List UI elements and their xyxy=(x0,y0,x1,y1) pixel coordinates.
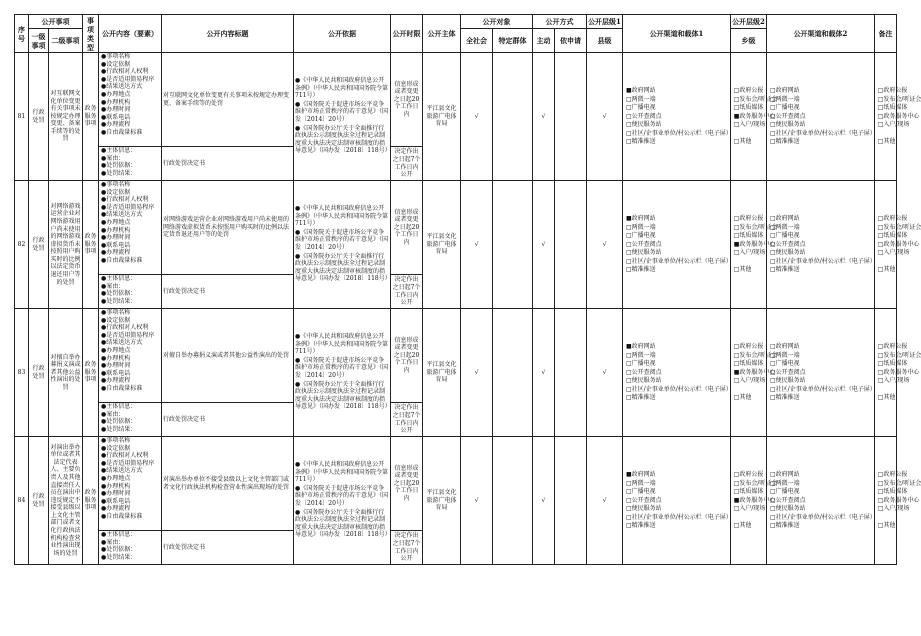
row-subject: 平江县文化旅游广电体育局 xyxy=(423,437,461,565)
content-item: ●处罚结果： xyxy=(101,297,137,305)
basis-paragraph: ●《国务院关于促进市场公平竞争维护市场正常秩序的若干意见》（国发〔2014〕20号） xyxy=(295,228,389,251)
content-item: ●办理机构 xyxy=(101,482,131,490)
channel-option: □入户/现场 xyxy=(877,249,910,257)
row-decision-time-limit: 决定作出之日起7个工作日内公开 xyxy=(391,403,423,437)
channel-option: □广播电视 xyxy=(626,360,656,368)
content-item: ●是否适用简易程序 xyxy=(101,75,155,83)
row-item-type: 政务服务事项 xyxy=(83,181,99,309)
channel-option: □纸质媒体 xyxy=(733,104,764,112)
content-item: ●行政相对人权利 xyxy=(101,68,149,76)
content-item: ●事项名称 xyxy=(101,309,131,316)
basis-paragraph: ●《国务院关于促进市场公平竞争维护市场正常秩序的若干意见》（国发〔2014〕20号） xyxy=(295,100,389,123)
content-item: ●办理流程 xyxy=(101,249,131,257)
channel-option: □政府公报 xyxy=(733,342,764,350)
content-item: ●办理流程 xyxy=(101,121,131,129)
channel-option: □入户/现场 xyxy=(877,505,910,513)
channel-option: □社区/企事业单位/村公示栏（电子屏） xyxy=(770,129,876,137)
channel-option: □便民服务站 xyxy=(626,505,662,513)
channel-option: □便民服务站 xyxy=(626,377,662,385)
channel-option: □政府公报 xyxy=(877,342,908,350)
channel-option: □政府公报 xyxy=(733,214,764,222)
content-item: ●是否适用简易程序 xyxy=(101,331,155,339)
row-item-type: 政务服务事项 xyxy=(83,53,99,181)
channel-option: □社区/企事业单位/村公示栏（电子屏） xyxy=(770,513,876,521)
content-item: ●设定依据 xyxy=(101,188,131,196)
channel-option: □公开查阅点 xyxy=(770,240,806,248)
row-channels-2 xyxy=(767,309,921,437)
row-content-title: 对演出举办单位不接受县级以上文化主管部门或者文化行政执法机构检查营业性演出现场的处罚 xyxy=(162,437,294,531)
content-item: ●结果送达方式 xyxy=(101,467,143,475)
row-first-item: 行政处罚 xyxy=(29,309,49,437)
row-level1-county-check: √ xyxy=(587,181,623,309)
channel-option: □入户/现场 xyxy=(877,121,910,129)
content-item: ●联系电话 xyxy=(101,113,131,121)
row-channels-1 xyxy=(623,437,778,565)
row-time-limit: 信息形成或者变更之日起20个工作日内 xyxy=(391,309,423,403)
row-method-apply xyxy=(555,53,587,181)
content-item: ●是否适用简易程序 xyxy=(101,203,155,211)
channel-option: □广播电视 xyxy=(770,232,800,240)
channel-option: □精准推送 xyxy=(626,138,656,146)
channel-option: □公开查阅点 xyxy=(626,368,662,376)
basis-paragraph: ●《中华人民共和国政府信息公开条例》（中华人民共和国国务院令第711号） xyxy=(295,205,389,228)
header-level2-township: 乡级 xyxy=(731,29,767,53)
header-method-apply: 依申请 xyxy=(555,29,587,53)
channel-option: □公开查阅点 xyxy=(626,112,662,120)
content-item: ●处罚依据： xyxy=(101,546,137,554)
content-item: ●办理地点 xyxy=(101,474,131,482)
channel-option: □精准推送 xyxy=(626,522,656,530)
content-item: ●事项名称 xyxy=(101,53,131,60)
channel-option: □政务服务中心 xyxy=(877,240,920,248)
content-item: ●结果送达方式 xyxy=(101,83,143,91)
channel-option: □政府公报 xyxy=(877,470,908,478)
header-target-group: 公开对象 xyxy=(461,15,533,29)
channel-option: □精准推送 xyxy=(770,138,800,146)
content-item: ●处罚结果： xyxy=(101,169,137,177)
row-channels-2 xyxy=(767,181,921,309)
content-item: ●自由裁量标准 xyxy=(101,256,143,264)
channel-option: □纸质媒体 xyxy=(733,232,764,240)
basis-paragraph: ●《中华人民共和国政府信息公开条例》（中华人民共和国国务院令第711号） xyxy=(295,77,389,100)
row-content-title: 对互联网文化单位变更有关事项未按规定办理变更、备案手续等的处罚 xyxy=(162,53,294,147)
row-decision-title: 行政处罚决定书 xyxy=(162,531,294,565)
row-method-active-check: √ xyxy=(533,309,555,437)
content-item: ●办理地点 xyxy=(101,346,131,354)
content-item: ●案由： xyxy=(101,410,125,418)
row-decision-title: 行政处罚决定书 xyxy=(162,403,294,437)
channel-option: □政府公报 xyxy=(877,214,908,222)
content-item: ●是否适用简易程序 xyxy=(101,459,155,467)
content-item: ●办理地点 xyxy=(101,218,131,226)
channel-option: □便民服务站 xyxy=(770,377,806,385)
channel-option: □纸质媒体 xyxy=(877,488,908,496)
channel-option: □两微一端 xyxy=(626,223,656,231)
basis-paragraph: ●《中华人民共和国政府信息公开条例》（中华人民共和国国务院令第711号） xyxy=(295,461,389,484)
header-first-item: 一级事项 xyxy=(29,29,49,53)
row-second-item: 对演出举办单位或者其法定代表人、主要负责人及其他直接责任人员在演出中违反规定不接受县级以上文化主管部门或者文化行政执法机构检查营业性演出现场的处罚 xyxy=(49,437,83,565)
row-basis xyxy=(294,309,391,437)
row-second-item: 对网络游戏运营企业对网络游戏用户尚未使用的网络游戏虚拟货币未按照用户购买时的比例以法定货币退还用户等的处罚 xyxy=(49,181,83,309)
table-body xyxy=(15,53,921,565)
channel-option: □政府公报 xyxy=(733,86,764,94)
row-target-specific xyxy=(493,181,533,309)
channel-option: □广播电视 xyxy=(770,360,800,368)
header-second-item: 二级事项 xyxy=(49,29,83,53)
header-method-active: 主动 xyxy=(533,29,555,53)
row-decision-time-limit: 决定作出之日起7个工作日内公开 xyxy=(391,531,423,565)
content-item: ●联系电话 xyxy=(101,497,131,505)
channel-option: □社区/企事业单位/村公示栏（电子屏） xyxy=(626,513,732,521)
row-channels-2 xyxy=(767,53,921,181)
channel-option: □发布会/听证会 xyxy=(877,351,921,359)
content-item: ●事项名称 xyxy=(101,437,131,444)
row-seq: 83 xyxy=(15,309,29,437)
channel-option: ■政府网站 xyxy=(626,86,656,94)
row-subject: 平江县文化旅游广电体育局 xyxy=(423,181,461,309)
channel-option xyxy=(878,514,921,522)
row-content-elements xyxy=(99,309,162,403)
channel-option: □便民服务站 xyxy=(770,249,806,257)
row-item-type: 政务服务事项 xyxy=(83,309,99,437)
header-method-group: 公开方式 xyxy=(533,15,587,29)
channel-option: □发布会/听证会 xyxy=(733,223,778,231)
row-time-limit: 信息形成或者变更之日起20个工作日内 xyxy=(391,437,423,531)
channel-option: □其他 xyxy=(733,266,752,274)
channel-option: □其他 xyxy=(877,138,896,146)
content-item: ●事项名称 xyxy=(101,181,131,188)
row-content-elements xyxy=(99,181,162,275)
channel-option: □社区/企事业单位/村公示栏（电子屏） xyxy=(626,385,732,393)
table-row xyxy=(15,309,897,403)
row-method-active-check: √ xyxy=(533,181,555,309)
channel-option: □纸质媒体 xyxy=(877,104,908,112)
channel-option: □两微一端 xyxy=(626,351,656,359)
content-item: ●办理时间 xyxy=(101,362,131,370)
channel-option: □其他 xyxy=(733,394,752,402)
row-content-elements xyxy=(99,53,162,147)
content-item: ●办理地点 xyxy=(101,90,131,98)
channel-option: □纸质媒体 xyxy=(733,488,764,496)
row-basis xyxy=(294,437,391,565)
row-second-item: 对擅自举办募捐义演或者其他公益性演出的处罚 xyxy=(49,309,83,437)
row-method-apply xyxy=(555,437,587,565)
channel-option: □公开查阅点 xyxy=(626,240,662,248)
channel-option: □广播电视 xyxy=(626,232,656,240)
content-item: ●办理机构 xyxy=(101,354,131,362)
channel-option: □发布会/听证会 xyxy=(733,479,778,487)
channel-option: □纸质媒体 xyxy=(877,232,908,240)
channel-option: □公开查阅点 xyxy=(626,496,662,504)
content-item: ●设定依据 xyxy=(101,60,131,68)
channel-option: □广播电视 xyxy=(770,104,800,112)
row-first-item: 行政处罚 xyxy=(29,437,49,565)
channel-option: □社区/企事业单位/村公示栏（电子屏） xyxy=(626,257,732,265)
row-time-limit: 信息形成或者变更之日起20个工作日内 xyxy=(391,53,423,147)
basis-paragraph: ●《国务院办公厅关于全面推行行政执法公示制度执法全过程记录制度重大执法决定法制审核制度的指导意见》（国办发〔2018〕118号） xyxy=(295,252,391,283)
channel-option: □政府网站 xyxy=(770,342,800,350)
content-item: ●行政相对人权利 xyxy=(101,324,149,332)
channel-option xyxy=(878,130,921,138)
row-target-all-check: √ xyxy=(461,181,493,309)
row-first-item: 行政处罚 xyxy=(29,181,49,309)
row-target-specific xyxy=(493,437,533,565)
content-item: ●处罚依据： xyxy=(101,418,137,426)
basis-paragraph: ●《国务院办公厅关于全面推行行政执法公示制度执法全过程记录制度重大执法决定法制审核制度的指导意见》（国办发〔2018〕118号） xyxy=(295,124,391,155)
content-item: ●办理机构 xyxy=(101,98,131,106)
row-decision-elements xyxy=(99,531,162,565)
channel-option: ■政务服务中心 xyxy=(733,368,776,376)
channel-option: ■政府网站 xyxy=(626,342,656,350)
channel-option: □社区/企事业单位/村公示栏（电子屏） xyxy=(626,129,732,137)
channel-option: □两微一端 xyxy=(626,95,656,103)
row-content-elements xyxy=(99,437,162,531)
channel-option xyxy=(878,258,921,266)
row-first-item: 行政处罚 xyxy=(29,53,49,181)
channel-option: □政务服务中心 xyxy=(877,368,920,376)
channel-option: □政府网站 xyxy=(770,470,800,478)
basis-paragraph: ●《国务院办公厅关于全面推行行政执法公示制度执法全过程记录制度重大执法决定法制审核制度的指导意见》（国办发〔2018〕118号） xyxy=(295,380,391,411)
channel-option: □入户/现场 xyxy=(733,377,766,385)
content-item: ●自由裁量标准 xyxy=(101,128,143,136)
channel-option: □公开查阅点 xyxy=(770,112,806,120)
channel-option: □发布会/听证会 xyxy=(733,95,778,103)
channel-option: □其他 xyxy=(733,522,752,530)
basis-paragraph: ●《国务院办公厅关于全面推行行政执法公示制度执法全过程记录制度重大执法决定法制审核制度的指导意见》（国办发〔2018〕118号） xyxy=(295,508,391,539)
channel-option: ■政务服务中心 xyxy=(733,240,776,248)
row-method-apply xyxy=(555,309,587,437)
table-row xyxy=(15,437,897,531)
content-item: ●办理时间 xyxy=(101,490,131,498)
channel-option: □精准推送 xyxy=(770,394,800,402)
content-item: ●办理流程 xyxy=(101,505,131,513)
header-content: 公开内容（要素） xyxy=(99,15,162,53)
content-item: ●处罚依据： xyxy=(101,290,137,298)
header-channel2: 公开渠道和载体2 xyxy=(767,15,875,53)
channel-option: □政府公报 xyxy=(733,470,764,478)
channel-option: □两微一端 xyxy=(770,223,800,231)
header-subject: 公开主体 xyxy=(423,15,461,53)
row-target-specific xyxy=(493,309,533,437)
row-level1-county-check: √ xyxy=(587,53,623,181)
channel-option: □入户/现场 xyxy=(877,377,910,385)
content-item: ●主体信息： xyxy=(101,275,137,282)
row-basis xyxy=(294,181,391,309)
row-seq: 81 xyxy=(15,53,29,181)
disclosure-table xyxy=(14,14,921,565)
channel-option: □便民服务站 xyxy=(770,505,806,513)
content-item: ●案由： xyxy=(101,282,125,290)
header-basis: 公开依据 xyxy=(294,15,391,53)
basis-paragraph: ●《国务院关于促进市场公平竞争维护市场正常秩序的若干意见》（国发〔2014〕20号） xyxy=(295,356,389,379)
content-item: ●行政相对人权利 xyxy=(101,196,149,204)
content-item: ●结果送达方式 xyxy=(101,339,143,347)
channel-option: □广播电视 xyxy=(770,488,800,496)
channel-option: □发布会/听证会 xyxy=(877,479,921,487)
content-item: ●处罚结果： xyxy=(101,425,137,433)
content-item: ●行政相对人权利 xyxy=(101,452,149,460)
content-item: ●办理机构 xyxy=(101,226,131,234)
header-content-title: 公开内容标题 xyxy=(162,15,294,53)
row-method-active-check: √ xyxy=(533,437,555,565)
row-content-title: 对网络游戏运营企业对网络游戏用户尚未使用的网络游戏虚拟货币未按照用户购买时的比例以法定货币退还用户等的处罚 xyxy=(162,181,294,275)
channel-option: □广播电视 xyxy=(626,104,656,112)
row-target-all-check: √ xyxy=(461,309,493,437)
channel-option: □政务服务中心 xyxy=(877,112,920,120)
content-item: ●联系电话 xyxy=(101,241,131,249)
content-item: ●案由： xyxy=(101,154,125,162)
channel-option: □社区/企事业单位/村公示栏（电子屏） xyxy=(770,257,876,265)
row-subject: 平江县文化旅游广电体育局 xyxy=(423,53,461,181)
channel-option: □公开查阅点 xyxy=(770,368,806,376)
channel-option: □精准推送 xyxy=(626,394,656,402)
table-row xyxy=(15,181,897,275)
row-second-item: 对互联网文化单位变更有关事项未按规定办理变更、备案手续等的处罚 xyxy=(49,53,83,181)
channel-option xyxy=(878,386,921,394)
row-channels-1 xyxy=(623,53,778,181)
channel-option: □两微一端 xyxy=(770,479,800,487)
row-decision-elements xyxy=(99,147,162,181)
row-channels-1 xyxy=(623,181,778,309)
row-content-title: 对擅自举办募捐义演或者其他公益性演出的处罚 xyxy=(162,309,294,403)
row-seq: 84 xyxy=(15,437,29,565)
channel-option: □便民服务站 xyxy=(626,249,662,257)
channel-option: □其他 xyxy=(877,266,896,274)
row-decision-title: 行政处罚决定书 xyxy=(162,275,294,309)
content-item: ●办理时间 xyxy=(101,106,131,114)
channel-option: ■政务服务中心 xyxy=(733,112,776,120)
row-item-type: 政务服务事项 xyxy=(83,437,99,565)
channel-option: □精准推送 xyxy=(626,266,656,274)
channel-option: □发布会/听证会 xyxy=(733,351,778,359)
channel-option: □政务服务中心 xyxy=(877,496,920,504)
channel-option: □发布会/听证会 xyxy=(877,223,921,231)
row-channels-1 xyxy=(623,309,778,437)
row-channels-2 xyxy=(767,437,921,565)
row-decision-elements xyxy=(99,275,162,309)
channel-option: □其他 xyxy=(877,394,896,402)
row-decision-time-limit: 决定作出之日起7个工作日内公开 xyxy=(391,147,423,181)
content-item: ●联系电话 xyxy=(101,369,131,377)
content-item: ●设定依据 xyxy=(101,444,131,452)
channel-option: □发布会/听证会 xyxy=(877,95,921,103)
table-row xyxy=(15,53,897,147)
channel-option: □政府网站 xyxy=(770,86,800,94)
channel-option: ■政府网站 xyxy=(626,214,656,222)
channel-option: □入户/现场 xyxy=(733,121,766,129)
content-item: ●自由裁量标准 xyxy=(101,512,143,520)
content-item: ●主体信息： xyxy=(101,531,137,538)
row-method-active-check: √ xyxy=(533,53,555,181)
content-item: ●自由裁量标准 xyxy=(101,384,143,392)
channel-option: □社区/企事业单位/村公示栏（电子屏） xyxy=(770,385,876,393)
channel-option: □纸质媒体 xyxy=(877,360,908,368)
channel-option: □其他 xyxy=(733,138,752,146)
row-decision-elements xyxy=(99,403,162,437)
channel-option: □精准推送 xyxy=(770,522,800,530)
basis-paragraph: ●《中华人民共和国政府信息公开条例》（中华人民共和国国务院令第711号） xyxy=(295,333,389,356)
header-target-all: 全社会 xyxy=(461,29,493,53)
channel-option: ■政府网站 xyxy=(626,470,656,478)
basis-paragraph: ●《国务院关于促进市场公平竞争维护市场正常秩序的若干意见》（国发〔2014〕20号） xyxy=(295,484,389,507)
header-target-specific: 特定群体 xyxy=(493,29,533,53)
content-item: ●主体信息： xyxy=(101,147,137,154)
row-decision-title: 行政处罚决定书 xyxy=(162,147,294,181)
channel-option: □两微一端 xyxy=(626,479,656,487)
channel-option: □两微一端 xyxy=(770,351,800,359)
channel-option: □便民服务站 xyxy=(770,121,806,129)
header-level2-group: 公开层级2 xyxy=(731,15,767,29)
content-item: ●主体信息： xyxy=(101,403,137,410)
header-channel1: 公开渠道和载体1 xyxy=(623,15,731,53)
channel-option: □纸质媒体 xyxy=(733,360,764,368)
row-level1-county-check: √ xyxy=(587,437,623,565)
header-seq: 序号 xyxy=(15,15,29,53)
content-item: ●处罚结果： xyxy=(101,553,137,561)
row-time-limit: 信息形成或者变更之日起20个工作日内 xyxy=(391,181,423,275)
channel-option: □广播电视 xyxy=(626,488,656,496)
header-remark: 备注 xyxy=(875,15,897,53)
channel-option: ■政务服务中心 xyxy=(733,496,776,504)
channel-option: □政府公报 xyxy=(877,86,908,94)
header-level1-group: 公开层级1 xyxy=(587,15,623,29)
row-method-apply xyxy=(555,181,587,309)
header-time-limit: 公开时限 xyxy=(391,15,423,53)
content-item: ●办理流程 xyxy=(101,377,131,385)
content-item: ●办理时间 xyxy=(101,234,131,242)
disclosure-table-container xyxy=(14,14,921,565)
content-item: ●案由： xyxy=(101,538,125,546)
row-subject: 平江县文化旅游广电体育局 xyxy=(423,309,461,437)
row-basis xyxy=(294,53,391,181)
channel-option: □政府网站 xyxy=(770,214,800,222)
content-item: ●处罚依据： xyxy=(101,162,137,170)
row-target-all-check: √ xyxy=(461,53,493,181)
channel-option: □入户/现场 xyxy=(733,505,766,513)
header-item-group: 公开事项 xyxy=(29,15,83,29)
channel-option: □便民服务站 xyxy=(626,121,662,129)
row-level1-county-check: √ xyxy=(587,309,623,437)
channel-option: □两微一端 xyxy=(770,95,800,103)
channel-option: □精准推送 xyxy=(770,266,800,274)
row-seq: 82 xyxy=(15,181,29,309)
content-item: ●设定依据 xyxy=(101,316,131,324)
channel-option: □入户/现场 xyxy=(733,249,766,257)
header-level1-county: 县级 xyxy=(587,29,623,53)
channel-option: □公开查阅点 xyxy=(770,496,806,504)
row-target-all-check: √ xyxy=(461,437,493,565)
row-target-specific xyxy=(493,53,533,181)
channel-option: □其他 xyxy=(877,522,896,530)
row-decision-time-limit: 决定作出之日起7个工作日内公开 xyxy=(391,275,423,309)
header-item-type: 事项类型 xyxy=(83,15,99,53)
content-item: ●结果送达方式 xyxy=(101,211,143,219)
